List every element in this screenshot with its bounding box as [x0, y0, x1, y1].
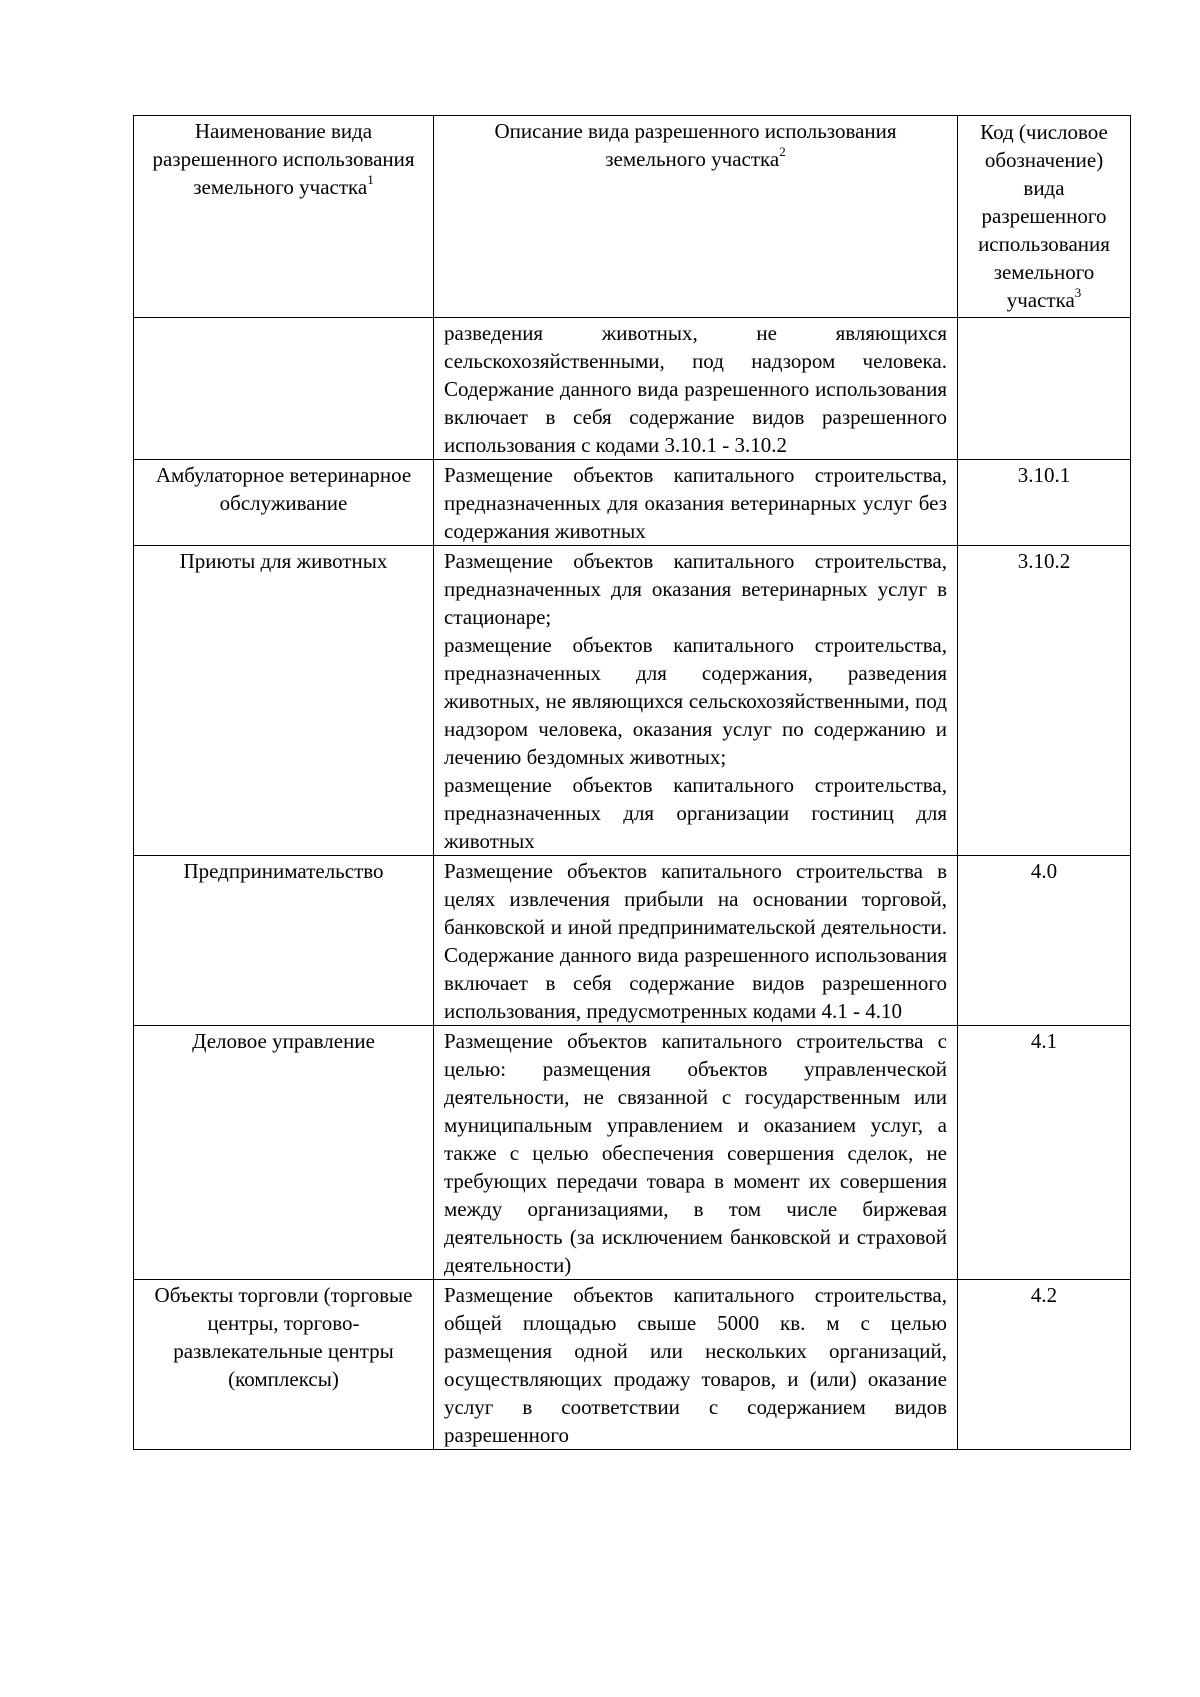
row-description-cell	[434, 1026, 958, 1280]
header-code-column	[958, 116, 1131, 318]
header-name-text: Наименование вида разрешенного использования земельного участка	[152, 119, 415, 199]
row-name-cell: Деловое управление	[134, 1026, 434, 1280]
row-code-cell	[958, 318, 1131, 460]
footnote-marker: 1	[367, 172, 374, 187]
row-code-cell: 4.0	[958, 856, 1131, 1026]
row-description-cell	[434, 318, 958, 460]
row-name-cell: Предпринимательство	[134, 856, 434, 1026]
description-paragraph: размещение объектов капитального строительства, предназначенных для содержания, разведения животных, не являющихся сельскохозяйственными, под надзором человека, оказания услуг по содержанию и лечению бездомных животных;	[444, 633, 947, 769]
row-name-cell: Амбулаторное ветеринарное обслуживание	[134, 460, 434, 546]
description-paragraph: Размещение объектов капитального строительства в целях извлечения прибыли на основании торговой, банковской и иной предпринимательской деятельности. Содержание данного вида разрешенного использования включает в себя содержание видов разрешенного использования, предусмотренных кодами 4.1 - 4.10	[444, 859, 947, 1023]
header-description-text: Описание вида разрешенного использования земельного участка	[494, 119, 897, 171]
table-row	[134, 460, 1131, 546]
description-paragraph: Размещение объектов капитального строительства, предназначенных для оказания ветеринарных услуг без содержания животных	[444, 463, 947, 543]
footnote-marker: 3	[1074, 285, 1082, 300]
header-name-column	[134, 116, 434, 318]
row-name-cell	[134, 318, 434, 460]
table-row	[134, 546, 1131, 856]
description-paragraph: размещение объектов капитального строительства, предназначенных для организации гостиниц для животных	[444, 773, 947, 853]
header-description-column	[434, 116, 958, 318]
row-name-cell: Приюты для животных	[134, 546, 434, 856]
land-use-table	[133, 115, 1131, 1450]
row-description-cell	[434, 546, 958, 856]
table-row	[134, 318, 1131, 460]
row-name-cell: Объекты торговли (торговые центры, торгово-развлекательные центры (комплексы)	[134, 1280, 434, 1450]
table-row	[134, 856, 1131, 1026]
row-code-cell: 3.10.2	[958, 546, 1131, 856]
row-code-cell: 3.10.1	[958, 460, 1131, 546]
row-description-cell	[434, 460, 958, 546]
table-header-row	[134, 116, 1131, 318]
table-row	[134, 1280, 1131, 1450]
description-paragraph: Размещение объектов капитального строительства, общей площадью свыше 5000 кв. м с целью размещения одной или нескольких организаций, осуществляющих продажу товаров, и (или) оказание услуг в соответствии с содержанием видов разрешенного	[444, 1283, 947, 1447]
row-code-cell: 4.2	[958, 1280, 1131, 1450]
row-description-cell	[434, 1280, 958, 1450]
description-paragraph: разведения животных, не являющихся сельскохозяйственными, под надзором человека. Содержание данного вида разрешенного использования включает в себя содержание видов разрешенного использования с кодами 3.10.1 - 3.10.2	[444, 321, 947, 457]
description-paragraph: Размещение объектов капитального строительства, предназначенных для оказания ветеринарных услуг в стационаре;	[444, 549, 947, 629]
row-description-cell	[434, 856, 958, 1026]
table-row	[134, 1026, 1131, 1280]
footnote-marker: 2	[779, 144, 786, 159]
header-code-text: Код (числовое обозначение) вида разрешенного использования земельного участка	[978, 120, 1110, 312]
description-paragraph: Размещение объектов капитального строительства с целью: размещения объектов управленческой деятельности, не связанной с государственным или муниципальным управлением и оказанием услуг, а также с целью обеспечения совершения сделок, не требующих передачи товара в момент их совершения между организациями, в том числе биржевая деятельность (за исключением банковской и страховой деятельности)	[444, 1029, 947, 1277]
row-code-cell: 4.1	[958, 1026, 1131, 1280]
